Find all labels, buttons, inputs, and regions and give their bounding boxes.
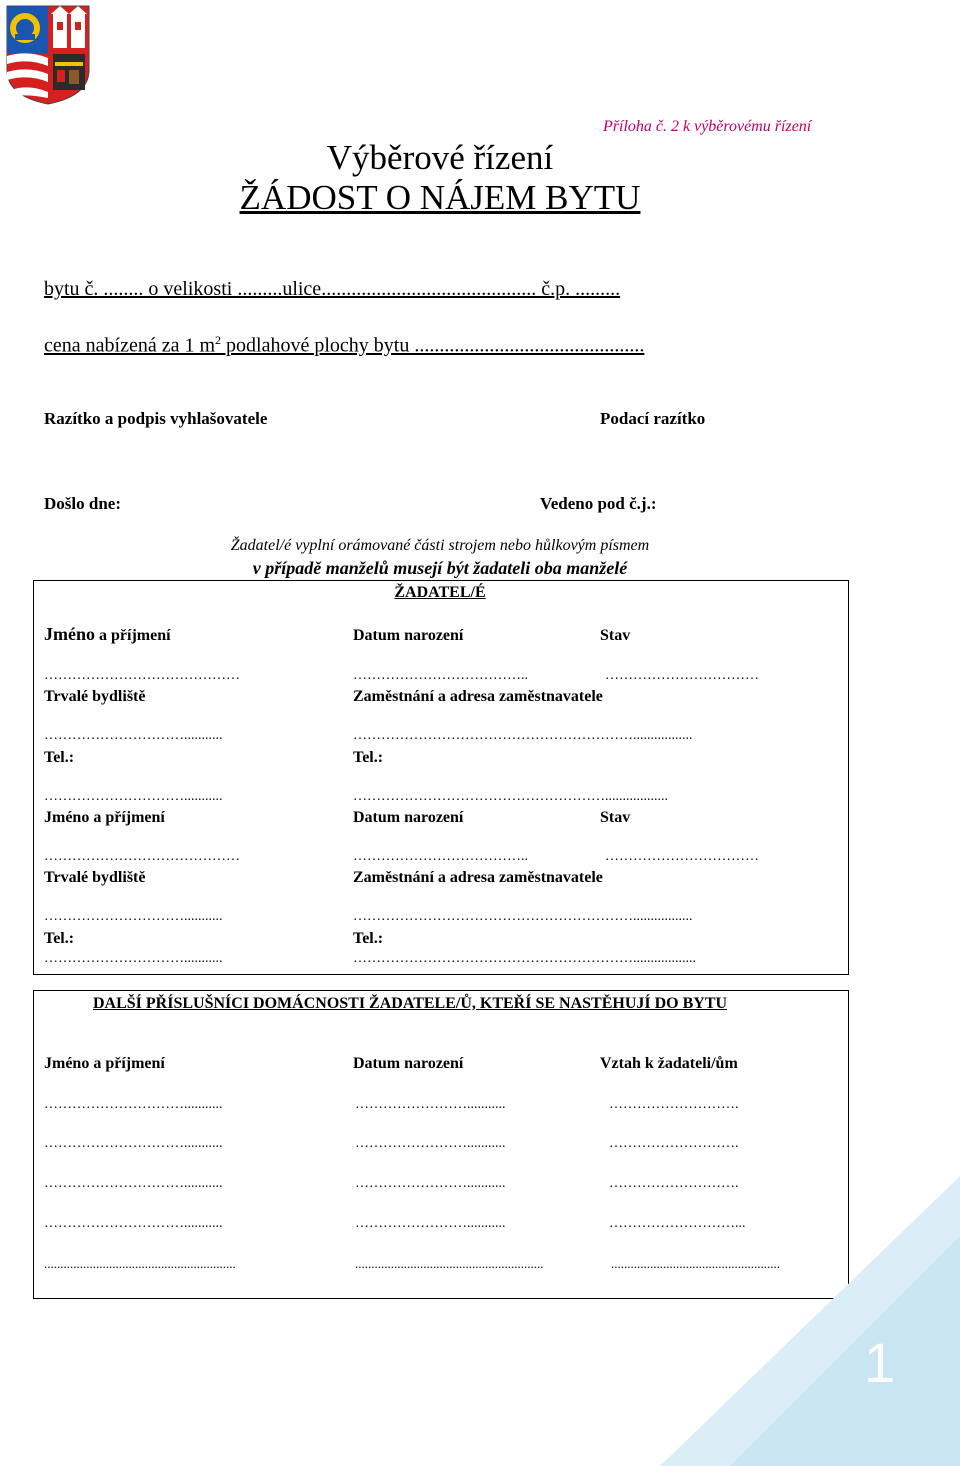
applicant2-employment-field[interactable]: ……………………………………………………................. (353, 909, 693, 924)
household-row-relation-field[interactable]: ………………………... (609, 1216, 746, 1231)
applicant1-name-field[interactable]: …………………………………… (44, 668, 240, 683)
household-row-name-field[interactable]: …………………………........... (44, 1216, 223, 1231)
annex-label: Příloha č. 2 k výběrovému řízení (603, 118, 812, 135)
applicant2-dob-field[interactable]: ……………………………….. (353, 849, 528, 864)
applicant1-employment-label: Zaměstnání a adresa zaměstnavatele (353, 688, 603, 705)
household-row-name-field[interactable]: …………………………........... (44, 1097, 223, 1112)
received-date-label: Došlo dne: (44, 494, 121, 513)
document-title: Výběrové řízení (326, 138, 554, 177)
household-row-dob-field[interactable]: ……………………........... (355, 1097, 506, 1112)
applicant2-status-field[interactable]: …………………………… (605, 849, 759, 864)
page-corner-decoration (660, 1176, 960, 1466)
applicant1-residence-field[interactable]: …………………………........... (44, 728, 223, 743)
applicant1-status-field[interactable]: …………………………… (605, 668, 759, 683)
reference-number-label: Vedeno pod č.j.: (540, 494, 657, 513)
applicant2-name-label: Jméno a příjmení (44, 809, 165, 826)
household-row-relation-field[interactable]: ………………………. (609, 1136, 739, 1151)
applicant2-tel-field[interactable]: …………………………........... (44, 951, 223, 966)
household-row-dob-field[interactable]: ……………………........... (355, 1136, 506, 1151)
applicant1-tel-label: Tel.: (44, 749, 75, 766)
applicant1-status-label: Stav (600, 627, 631, 644)
applicant1-employer-tel-field[interactable]: ……………………………………………….................. (353, 789, 668, 804)
applicant1-tel-field[interactable]: …………………………........... (44, 789, 223, 804)
price-dots: podlahové plochy bytu .............................................. (221, 334, 645, 357)
household-col-name: Jméno a příjmení (44, 1055, 165, 1072)
household-row-name-field[interactable]: …………………………........... (44, 1136, 223, 1151)
household-row-name-field[interactable]: ........................................................... (44, 1256, 236, 1271)
household-row-dob-field[interactable]: .......................................................... (355, 1256, 544, 1271)
household-row-relation-field[interactable]: .................................................... (611, 1256, 780, 1271)
applicant2-residence-field[interactable]: …………………………........... (44, 909, 223, 924)
household-row-name-field[interactable]: …………………………........... (44, 1176, 223, 1191)
applicant1-dob-label: Datum narození (353, 627, 464, 644)
filing-stamp-label: Podací razítko (600, 409, 706, 428)
spouses-note: v případě manželů musejí být žadateli oba manželé (252, 558, 628, 578)
applicant2-tel-label: Tel.: (44, 930, 75, 947)
applicant1-name-label: Jméno a příjmení (44, 624, 171, 644)
applicant1-dob-field[interactable]: ……………………………….. (353, 668, 528, 683)
applicant2-employer-tel-label: Tel.: (353, 930, 384, 947)
applicant1-employer-tel-label: Tel.: (353, 749, 384, 766)
household-row-dob-field[interactable]: ……………………........... (355, 1216, 506, 1231)
flat-number-line[interactable]: bytu č. ........ o velikosti .........ulice........................................... č.p. ......... (44, 278, 621, 300)
applicant2-name-field[interactable]: …………………………………… (44, 849, 240, 864)
household-col-relation: Vztah k žadateli/ům (600, 1055, 738, 1072)
applicant2-employer-tel-field[interactable]: …………………………………………………….................. (353, 951, 696, 966)
household-heading: DALŠÍ PŘÍSLUŠNÍCI DOMÁCNOSTI ŽADATELE/Ů, KTEŘÍ SE NASTĚHUJÍ DO BYTU (93, 995, 728, 1012)
price-superscript: 2 (215, 333, 222, 347)
household-row-relation-field[interactable]: ………………………. (609, 1097, 739, 1112)
page-number: 1 (864, 1331, 896, 1394)
household-row-relation-field[interactable]: ………………………. (609, 1176, 739, 1191)
coat-of-arms-logo (3, 4, 93, 106)
applicant2-status-label: Stav (600, 809, 631, 826)
stamp-signature-label: Razítko a podpis vyhlašovatele (44, 409, 268, 428)
applicant2-employment-label: Zaměstnání a adresa zaměstnavatele (353, 869, 603, 886)
applicant-section-heading: ŽADATEL/É (394, 584, 486, 601)
applicant1-employment-field[interactable]: ……………………………………………………................. (353, 728, 693, 743)
instruction-text: Žadatel/é vyplní orámované části strojem nebo hůlkovým písmem (230, 537, 650, 554)
applicant2-residence-label: Trvalé bydliště (44, 869, 146, 886)
household-row-dob-field[interactable]: ……………………........... (355, 1176, 506, 1191)
applicant2-dob-label: Datum narození (353, 809, 464, 826)
price-label: cena nabízená za 1 m (44, 334, 216, 357)
price-line[interactable] (44, 333, 644, 358)
household-col-dob: Datum narození (353, 1055, 464, 1072)
document-subtitle: ŽÁDOST O NÁJEM BYTU (239, 178, 641, 217)
applicant1-residence-label: Trvalé bydliště (44, 688, 146, 705)
